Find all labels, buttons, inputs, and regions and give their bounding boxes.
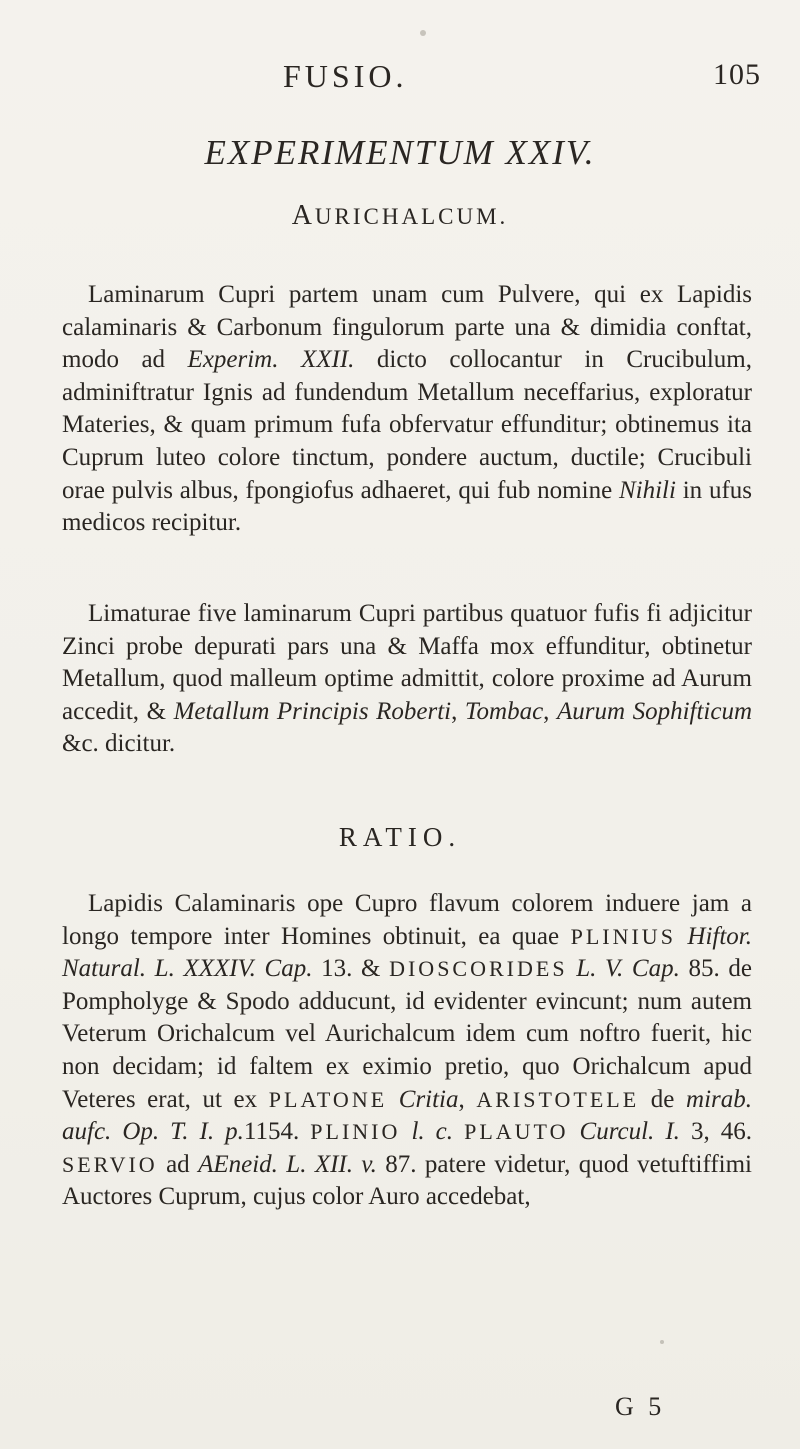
italic-reference: l. c. [411,1118,454,1146]
running-title: FUSIO. [283,58,408,94]
text-run: 3, 46. [679,1118,752,1146]
italic-reference: mirab. aufc. Op. T. I. p. [62,1085,752,1146]
text-run [400,1118,411,1145]
text-run: 13. & [312,955,390,983]
author-name: DIOSCORIDES [389,956,568,982]
text-run [453,1118,464,1145]
italic-reference: L. V. Cap. [576,955,680,983]
paper-speck [660,1340,664,1344]
author-name: PLINIO [310,1119,401,1145]
paragraph-tombac [62,598,752,761]
text-run: Lapidis Calaminaris ope Cupro flavum colorem induere jam a longo tempore inter Homines obtinuit, ea quae [62,890,752,950]
text-run: &c. dicitur. [62,730,176,758]
section-heading: RATIO. [338,822,462,852]
paragraph-procedure [62,279,752,540]
text-run: 1154. [243,1118,311,1146]
text-run: ad [157,1150,199,1178]
text-run [676,923,687,950]
paper-speck [420,30,426,36]
text-run: Laminarum Cupri partem unam cum Pulvere, qui ex Lapidis calaminaris & Carbonum fingulorum parte una & dimidia conftat, modo ad [62,281,752,374]
text-run: , [543,697,557,725]
subtitle-initial: A [291,200,315,231]
italic-reference: Hiftor. Natural. L. XXXIV. Cap. [62,922,753,983]
text-run: Limaturae five laminarum Cupri partibus quatuor fufis fi adjicitur Zinci probe depurati pars una & Maffa mox effunditur, obtinetur Metallum, quod malleum optime admittit, colore proxime ad Aurum accedit, & [62,600,752,725]
italic-term: Tombac [464,697,544,725]
italic-reference: Experim. XXII. [187,346,355,374]
text-run: de [639,1085,687,1113]
paragraph-ratio [62,888,752,1214]
text-run: in ufus medicos recipitur. [62,476,752,537]
text-run [568,1118,579,1145]
subtitle-rest: URICHALCUM. [314,204,509,229]
author-name: ARISTOTELE [476,1086,640,1112]
author-name: SERVIO [62,1151,158,1177]
experiment-title: EXPERIMENTUM XXIV. [204,133,596,172]
text-run [387,1086,399,1113]
text-run: , [458,1085,477,1113]
italic-reference: Curcul. I. [579,1118,680,1146]
italic-term: Metallum Principis Roberti [173,697,452,725]
text-run: , [451,697,465,725]
page-number: 105 [713,58,761,91]
text-run: 85. de Pompholyge & Spodo adducunt, id evidenter evincunt; num autem Veterum Orichalcum vel Aurichalcum idem cum noftro fuerit, hic non decidam; id faltem ex eximio pretio, quo Orichalcum apud Veteres erat, ut ex [62,955,752,1113]
italic-reference: Critia [398,1085,459,1113]
text-run: dicto collocantur in Crucibulum, adminiftratur Ignis ad fundendum Metallum neceffarius, exploratur Materies, & quam primum fufa obfervatur effunditur; obtinemus ita Cuprum luteo colore tinctum, pondere auctum, ductile; Crucibuli orae pulvis albus, fpongiofus adhaeret, qui fub nomine [62,346,752,504]
text-run: 87. patere videtur, quod vetuftiffimi Auctores Cuprum, cujus color Auro accedebat, [62,1150,752,1211]
author-name: PLINIUS [570,923,676,949]
experiment-subtitle [0,200,800,232]
signature-mark: G 5 [615,1392,666,1421]
italic-term: Nihili [618,476,676,504]
text-run [568,955,577,982]
italic-reference: AEneid. L. XII. v. [198,1150,377,1178]
running-head [0,58,800,98]
author-name: PLATONE [268,1086,388,1112]
italic-term: Aurum Sophifticum [556,697,752,725]
author-name: PLAUTO [464,1119,569,1145]
